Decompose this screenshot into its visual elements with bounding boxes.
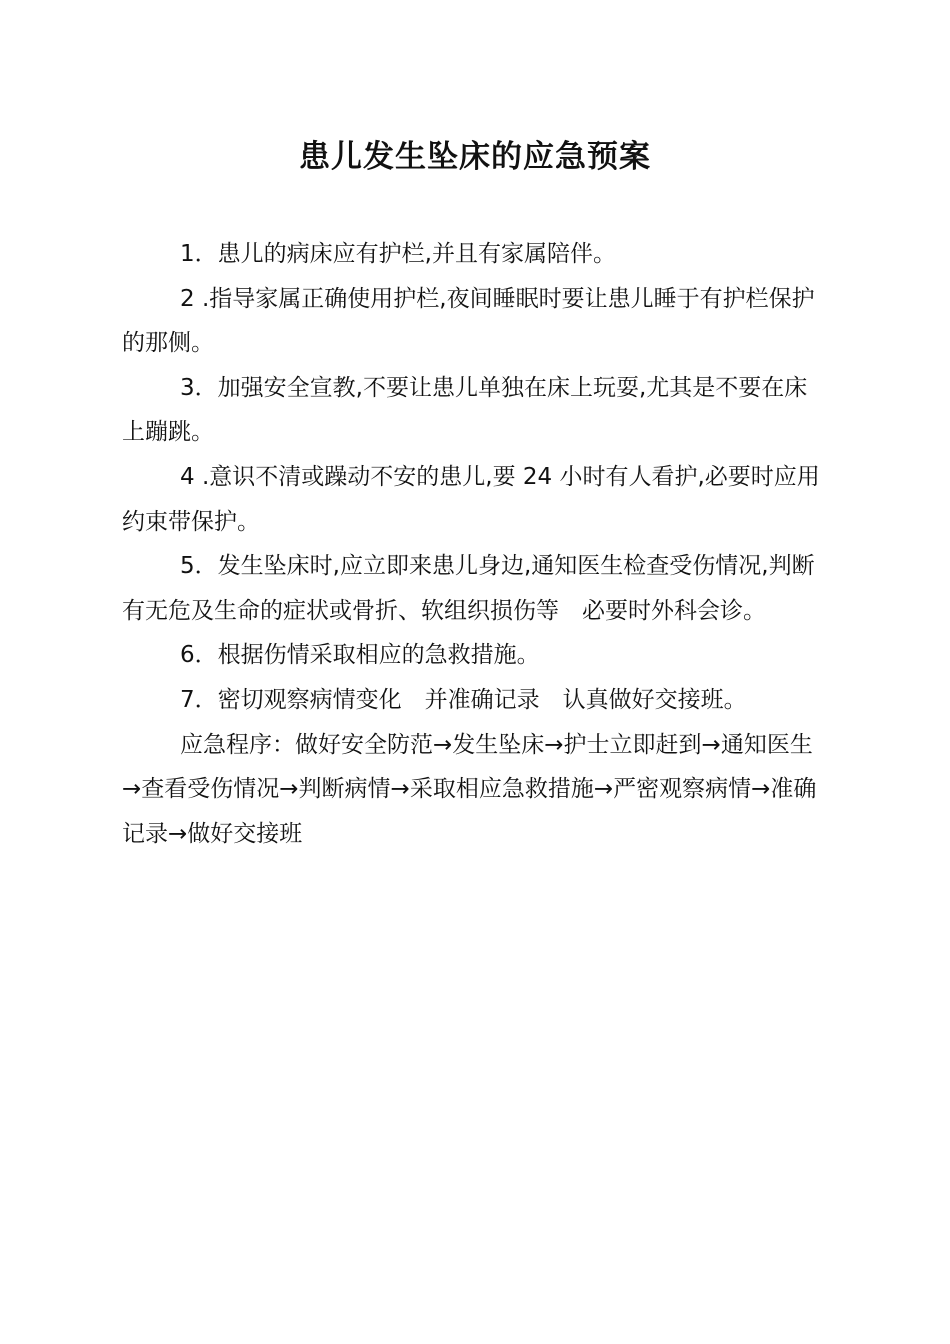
emergency-procedure: 应急程序：做好安全防范→发生坠床→护士立即赶到→通知医生→查看受伤情况→判断病情→采取相应急救措施→严密观察病情→准确记录→做好交接班 xyxy=(122,731,817,847)
document-body xyxy=(122,232,830,856)
paragraph-item-7: 7．密切观察病情变化 并准确记录 认真做好交接班。 xyxy=(180,686,747,713)
paragraph-item-6: 6．根据伤情采取相应的急救措施。 xyxy=(180,642,540,669)
paragraph-item-2: 2 .指导家属正确使用护栏,夜间睡眠时要让患儿睡于有护栏保护的那侧。 xyxy=(122,285,815,357)
document-title: 患儿发生坠床的应急预案 xyxy=(299,139,651,175)
paragraph-item-3: 3．加强安全宣教,不要让患儿单独在床上玩耍,尤其是不要在床上蹦跳。 xyxy=(122,374,808,446)
paragraph-item-4: 4 .意识不清或躁动不安的患儿,要 24 小时有人看护,必要时应用约束带保护。 xyxy=(122,463,820,535)
paragraph-item-1: 1．患儿的病床应有护栏,并且有家属陪伴。 xyxy=(180,241,616,267)
paragraph-item-5: 5．发生坠床时,应立即来患儿身边,通知医生检查受伤情况,判断有无危及生命的症状或骨折、软组织损伤等 必要时外科会诊。 xyxy=(122,553,815,624)
